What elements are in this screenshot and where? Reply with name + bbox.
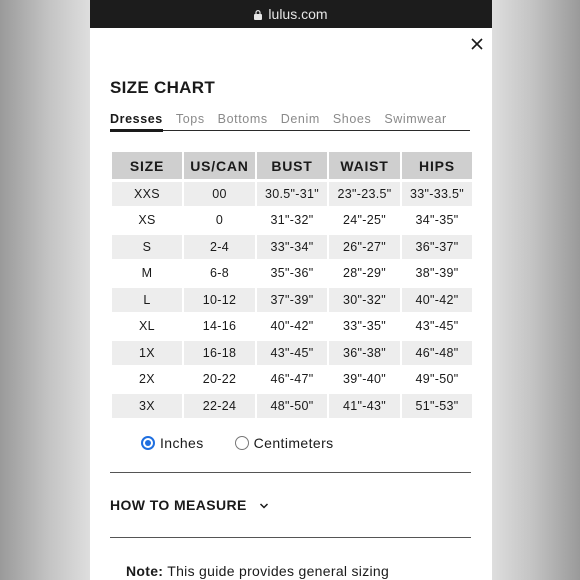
cell-us-can: 10-12 [184, 288, 255, 312]
tab-bottoms[interactable]: Bottoms [217, 112, 268, 126]
cell-bust: 46"-47" [270, 372, 314, 387]
cell-us-can: 0 [215, 213, 224, 228]
header-us-can: US/CAN [184, 152, 255, 179]
cell-waist: 28"-29" [343, 266, 386, 281]
header-hips: HIPS [402, 152, 472, 179]
url-text: lulus.com [268, 6, 328, 22]
browser-url-bar[interactable] [90, 0, 492, 28]
table-row [112, 394, 472, 418]
cell-waist: 30"-32" [329, 288, 400, 312]
close-icon [469, 36, 485, 52]
unit-toggle [141, 435, 334, 451]
cell-hips: 34"-35" [415, 213, 459, 228]
lock-icon [254, 10, 262, 20]
cell-us-can: 22-24 [184, 394, 255, 418]
tab-tops[interactable]: Tops [175, 112, 205, 126]
divider [110, 537, 471, 538]
cell-hips: 46"-48" [402, 341, 472, 365]
tab-shoes[interactable]: Shoes [332, 112, 372, 126]
note-text: This guide provides general sizing [167, 563, 390, 579]
cell-bust: 43"-45" [257, 341, 327, 365]
cell-hips: 51"-53" [402, 394, 472, 418]
centimeters-option[interactable] [235, 435, 334, 451]
cell-hips: 36"-37" [402, 235, 472, 259]
cell-waist: 24"-25" [343, 213, 386, 228]
background-right [492, 0, 580, 580]
table-row [112, 315, 472, 339]
cell-waist: 39"-40" [343, 372, 386, 387]
cell-us-can: 2-4 [184, 235, 255, 259]
table-row [112, 235, 472, 259]
table-row [112, 182, 472, 206]
table-row [112, 341, 472, 365]
cell-size: 2X [139, 372, 155, 387]
sizing-note [126, 563, 389, 579]
cell-hips: 40"-42" [402, 288, 472, 312]
cell-size: S [112, 235, 182, 259]
cell-waist: 26"-27" [329, 235, 400, 259]
centimeters-label: Centimeters [253, 435, 334, 451]
page-title: SIZE CHART [110, 78, 215, 97]
tab-dresses[interactable]: Dresses [110, 110, 163, 130]
cell-size: XXS [112, 182, 182, 206]
category-tabs [110, 110, 470, 131]
cell-size: L [112, 288, 182, 312]
cell-bust: 37"-39" [257, 288, 327, 312]
cell-size: XL [139, 319, 155, 334]
cell-hips: 33"-33.5" [402, 182, 472, 206]
header-size: SIZE [112, 152, 182, 179]
inches-label: Inches [160, 435, 204, 451]
cell-waist: 33"-35" [343, 319, 386, 334]
centimeters-radio[interactable] [235, 436, 249, 450]
cell-bust: 48"-50" [257, 394, 327, 418]
cell-us-can: 00 [184, 182, 255, 206]
background-left [0, 0, 90, 580]
note-label: Note: [126, 563, 164, 579]
table-row [112, 368, 472, 392]
header-waist: WAIST [329, 152, 400, 179]
cell-bust: 31"-32" [270, 213, 314, 228]
divider [110, 472, 471, 473]
cell-hips: 49"-50" [415, 372, 459, 387]
cell-waist: 41"-43" [329, 394, 400, 418]
cell-size: M [141, 266, 153, 281]
how-to-measure-toggle[interactable] [110, 497, 269, 513]
close-button[interactable] [469, 36, 485, 52]
cell-size: 1X [112, 341, 182, 365]
cell-us-can: 16-18 [184, 341, 255, 365]
table-row [112, 262, 472, 286]
size-chart-table [110, 149, 474, 421]
cell-size: XS [138, 213, 156, 228]
chevron-down-icon [259, 497, 269, 513]
table-row [112, 209, 472, 233]
tab-denim[interactable]: Denim [280, 112, 320, 126]
inches-radio[interactable] [141, 436, 155, 450]
cell-bust: 33"-34" [257, 235, 327, 259]
cell-us-can: 6-8 [210, 266, 229, 281]
table-header-row [112, 152, 472, 179]
cell-bust: 35"-36" [270, 266, 314, 281]
cell-bust: 40"-42" [270, 319, 314, 334]
inches-option[interactable] [141, 435, 204, 451]
cell-hips: 43"-45" [415, 319, 459, 334]
cell-us-can: 14-16 [202, 319, 237, 334]
cell-waist: 36"-38" [329, 341, 400, 365]
table-row [112, 288, 472, 312]
cell-waist: 23"-23.5" [329, 182, 400, 206]
cell-size: 3X [112, 394, 182, 418]
cell-us-can: 20-22 [202, 372, 237, 387]
header-bust: BUST [257, 152, 327, 179]
how-to-measure-label: HOW TO MEASURE [110, 497, 247, 513]
cell-bust: 30.5"-31" [257, 182, 327, 206]
tab-swimwear[interactable]: Swimwear [384, 112, 447, 126]
cell-hips: 38"-39" [415, 266, 459, 281]
